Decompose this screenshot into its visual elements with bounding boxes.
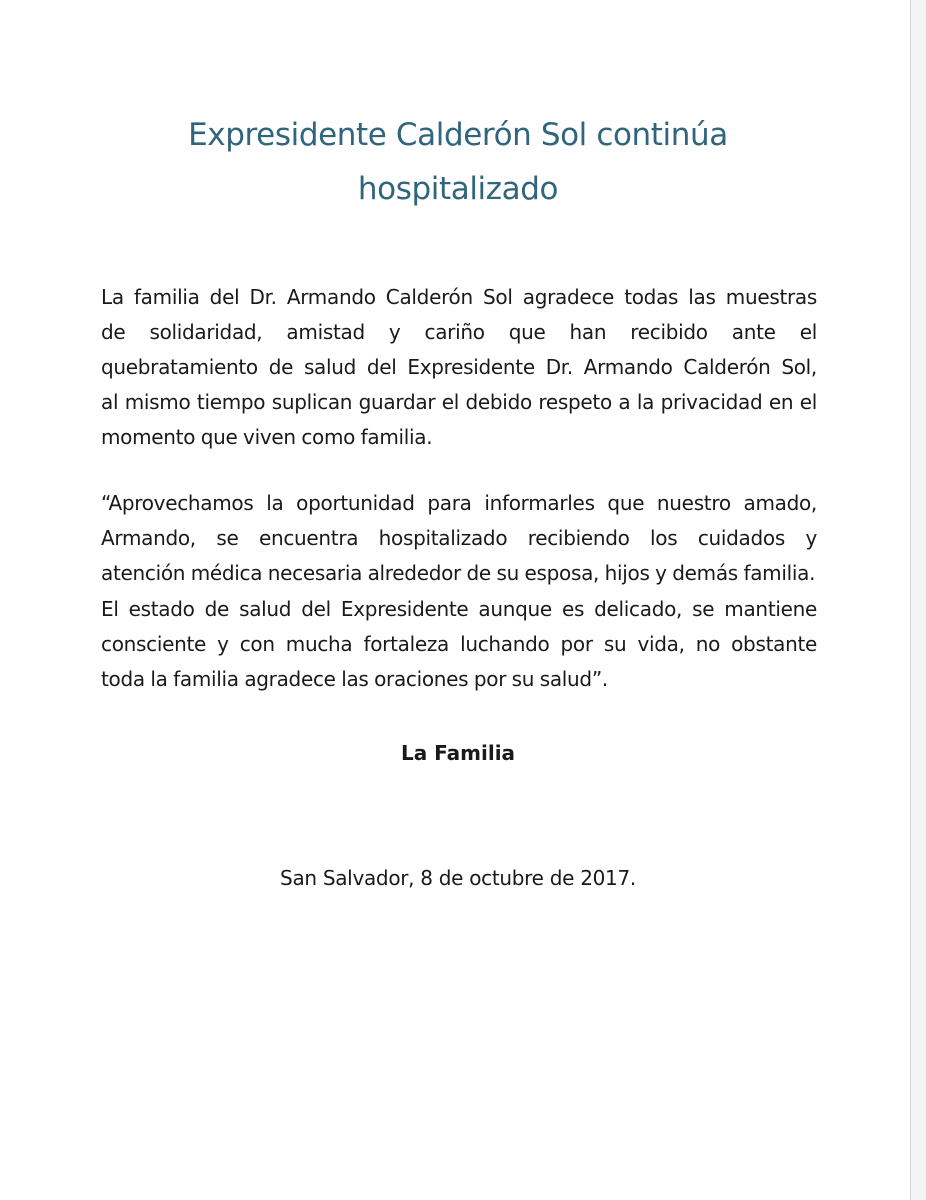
paragraph1-line: La familia del Dr. Armando Calderón Sol agradece todas las muestras: [101, 285, 817, 309]
paragraph-hospital-info: [101, 486, 817, 591]
paragraph-health-status: [101, 592, 817, 697]
paragraph2-line: Armando, se encuentra hospitalizado recibiendo los cuidados y: [101, 526, 817, 550]
signature: La Familia: [400, 741, 516, 765]
title-line-2: hospitalizado: [357, 171, 559, 207]
paragraph2-line: atención médica necesaria alrededor de su esposa, hijos y demás familia.: [101, 561, 816, 585]
paragraph2-line: “Aprovechamos la oportunidad para informarles que nuestro amado,: [101, 491, 817, 515]
page-title: [100, 108, 816, 216]
paragraph1-line: quebratamiento de salud del Expresidente Dr. Armando Calderón Sol,: [101, 355, 817, 379]
title-line-1: Expresidente Calderón Sol continúa: [188, 117, 728, 153]
paragraph1-line: momento que viven como familia.: [101, 425, 433, 449]
page-side-margin: [911, 0, 926, 1200]
paragraph1-line: al mismo tiempo suplican guardar el debido respeto a la privacidad en el: [101, 390, 817, 414]
paragraph3-line: toda la familia agradece las oraciones por su salud”.: [101, 667, 608, 691]
paragraph-family-statement: [101, 280, 817, 455]
place-date: San Salvador, 8 de octubre de 2017.: [280, 866, 636, 890]
paragraph3-line: consciente y con mucha fortaleza luchando por su vida, no obstante: [101, 632, 817, 656]
paragraph1-line: de solidaridad, amistad y cariño que han recibido ante el: [101, 320, 817, 344]
paragraph3-line: El estado de salud del Expresidente aunque es delicado, se mantiene: [101, 597, 817, 621]
